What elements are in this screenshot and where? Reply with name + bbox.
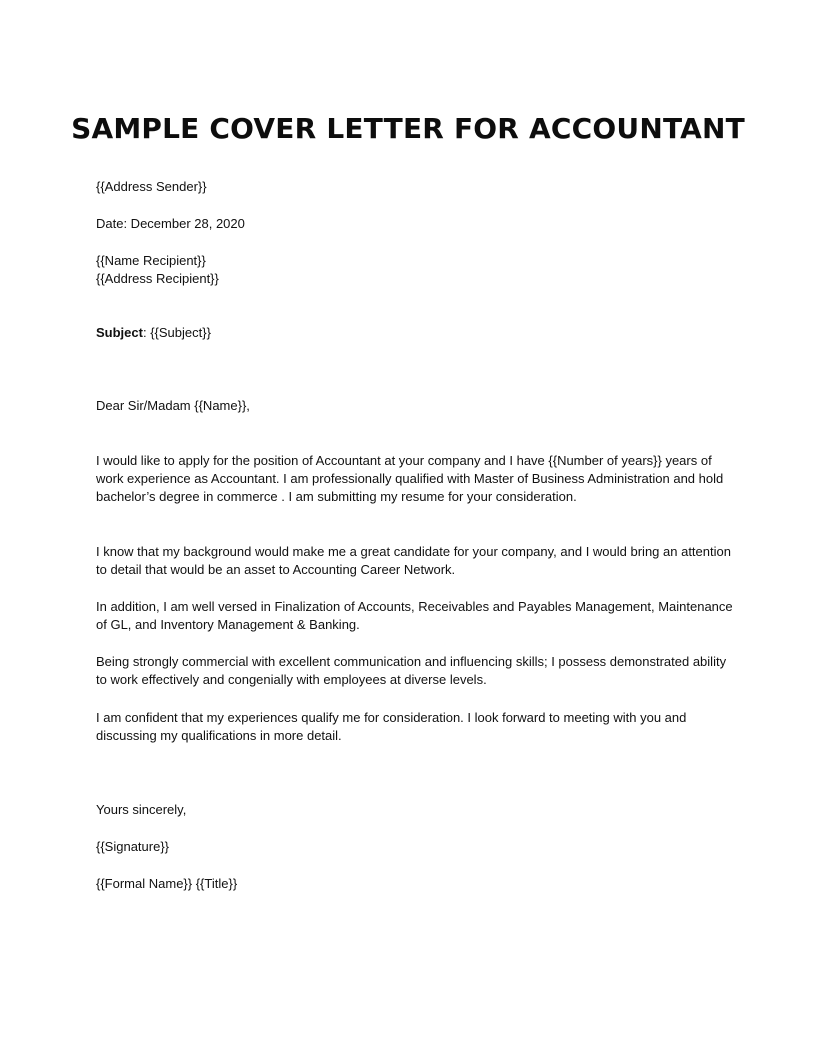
subject-label: Subject <box>96 325 143 340</box>
paragraph-background: I know that my background would make me a great candidate for your company, and I would bring an attention to detail that would be an asset to Accounting Career Network. <box>96 544 731 577</box>
address-recipient: {{Address Recipient}} <box>96 271 219 286</box>
paragraph-communication: Being strongly commercial with excellent communication and influencing skills; I possess demonstrated ability to work effectively and congenially with employees at diverse levels. <box>96 654 727 687</box>
paragraph-closing: I am confident that my experiences qualify me for consideration. I look forward to meeting with you and discussing my qualifications in more detail. <box>96 710 687 743</box>
closing-phrase: Yours sincerely, <box>96 802 187 817</box>
paragraph-skills: In addition, I am well versed in Finalization of Accounts, Receivables and Payables Management, Maintenance of GL, and Inventory Management & Banking. <box>96 599 733 632</box>
document-title: SAMPLE COVER LETTER FOR ACCOUNTANT <box>71 112 745 145</box>
formal-name-title: {{Formal Name}} {{Title}} <box>96 876 238 891</box>
paragraph-intro: I would like to apply for the position of Accountant at your company and I have {{Number of years}} years of work experience as Accountant. I am professionally qualified with Master of Business Administration and hold bachelor’s degree in commerce . I am submitting my resume for your consideration. <box>96 453 724 504</box>
address-sender: {{Address Sender}} <box>96 179 207 194</box>
signature-placeholder: {{Signature}} <box>96 839 170 854</box>
letter-date: Date: December 28, 2020 <box>96 216 245 231</box>
subject-line <box>96 324 736 342</box>
subject-value: : {{Subject}} <box>142 325 211 340</box>
name-recipient: {{Name Recipient}} <box>96 253 206 268</box>
salutation: Dear Sir/Madam {{Name}}, <box>96 398 250 413</box>
